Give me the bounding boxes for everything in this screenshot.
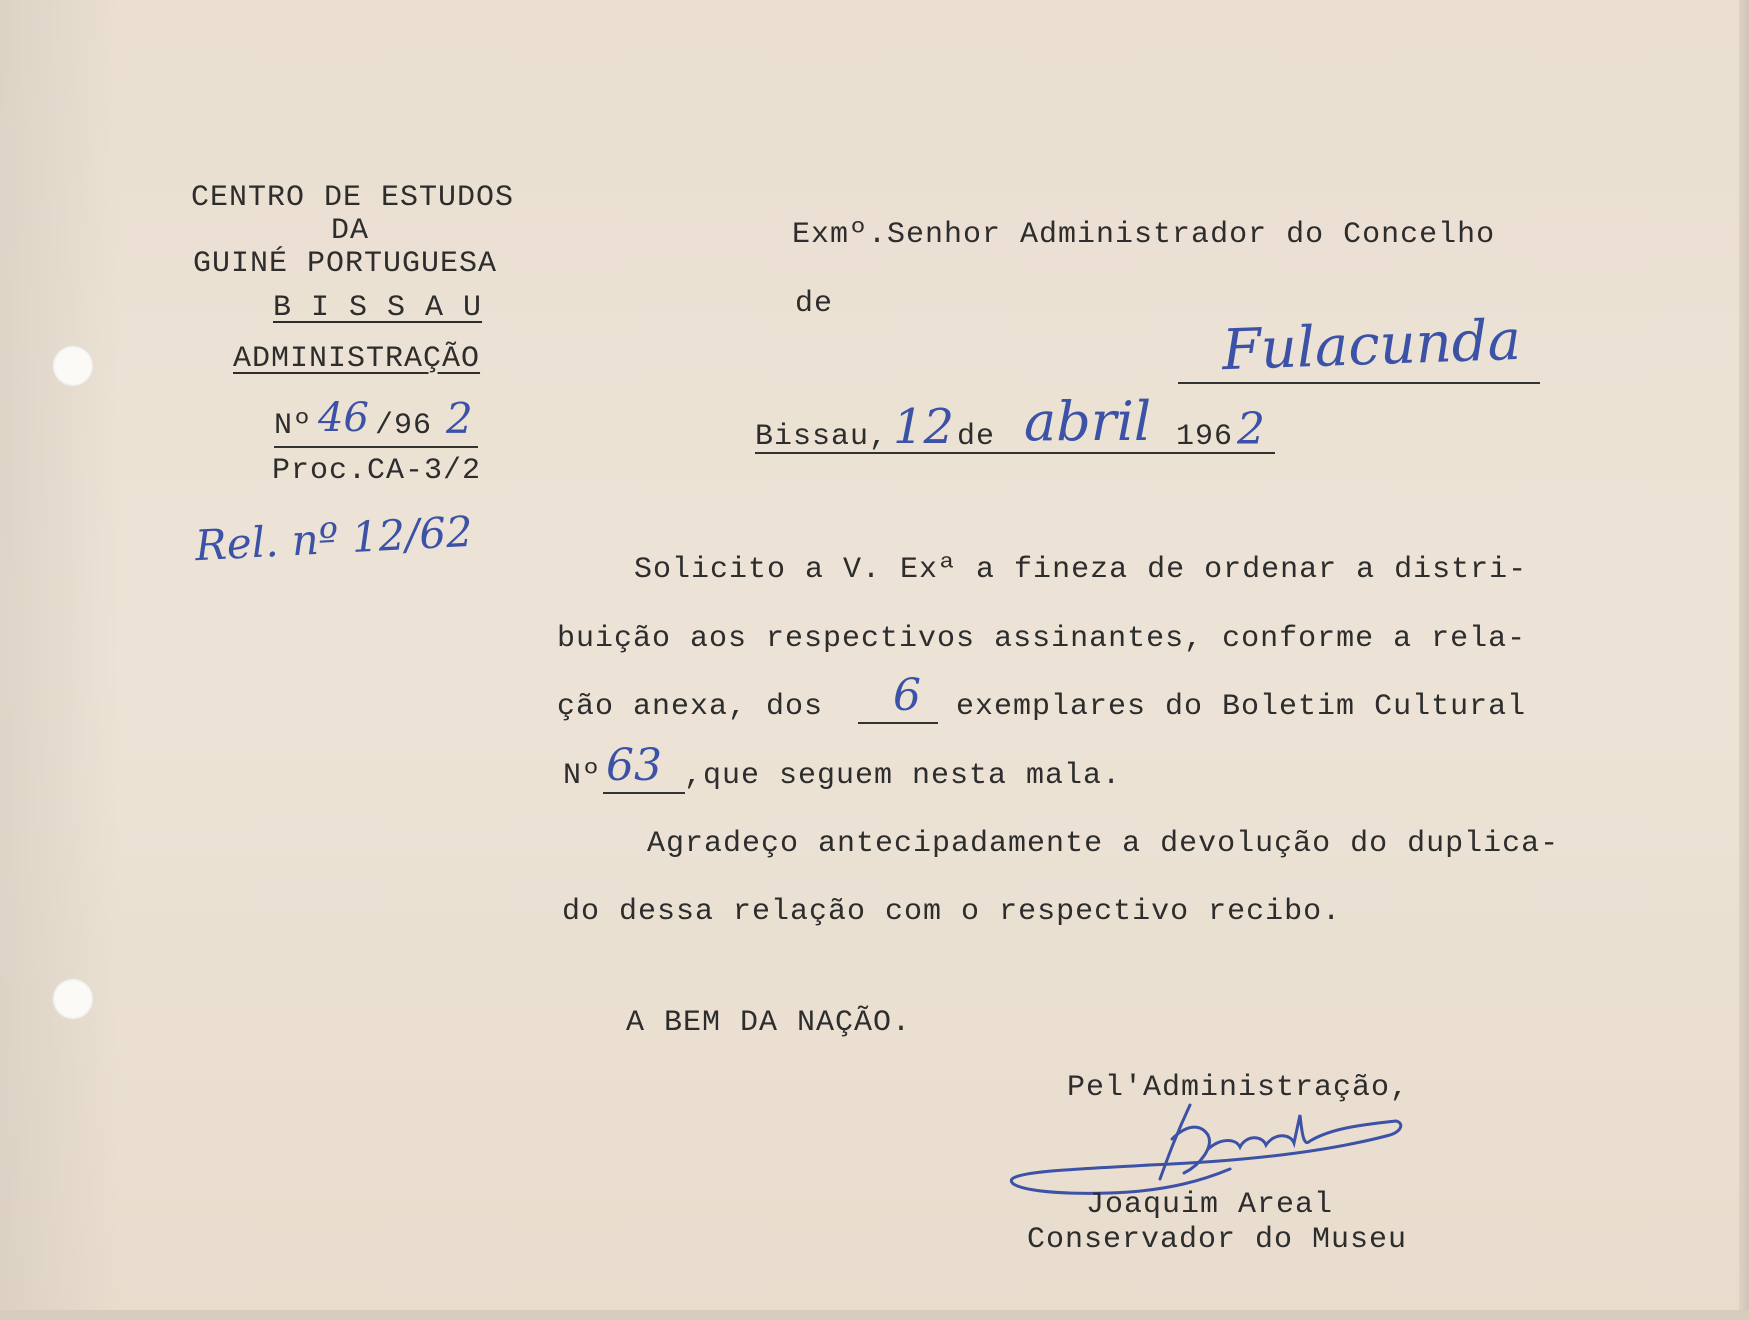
body-p1-line-2: buição aos respectivos assinantes, conforme a rela-	[557, 622, 1527, 656]
body-p2-line-1: Agradeço antecipadamente a devolução do duplica-	[647, 827, 1560, 861]
reference-year-typed: /96	[375, 409, 433, 443]
reference-number-handwritten: 46	[318, 395, 369, 441]
addressee-place-handwritten: Fulacunda	[1220, 307, 1522, 384]
closing-on-behalf: Pel'Administração,	[1067, 1071, 1410, 1105]
paper-shadow-left	[0, 0, 120, 1320]
letterhead-city: B I S S A U	[273, 291, 483, 325]
date-year-typed: 196	[1176, 420, 1234, 454]
body-copies-underline	[858, 722, 938, 724]
paper-edge-bottom	[0, 1310, 1749, 1320]
signatory-name: Joaquim Areal	[1086, 1188, 1334, 1222]
date-day-handwritten: 12	[893, 399, 955, 455]
date-underline	[755, 452, 1275, 454]
body-p1-line-4b: ,que seguem nesta mala.	[684, 759, 1122, 793]
addressee-place-underline	[1178, 382, 1540, 384]
letterhead-line-1: CENTRO DE ESTUDOS	[191, 181, 515, 215]
body-p1-line-3a: ção anexa, dos	[557, 690, 843, 724]
body-p1-line-3b: exemplares do Boletim Cultural	[937, 690, 1527, 724]
reference-underline	[274, 446, 478, 448]
punch-hole-top	[52, 345, 94, 387]
reference-year-handwritten: 2	[446, 394, 473, 443]
body-p1-line-4-prefix: Nº	[563, 759, 602, 793]
punch-hole-bottom	[52, 978, 94, 1020]
signatory-title: Conservador do Museu	[1027, 1223, 1408, 1257]
date-city: Bissau,	[755, 420, 889, 454]
addressee-line-2: de	[795, 287, 834, 321]
paper-edge-right	[1739, 0, 1749, 1320]
body-p1-line-1: Solicito a V. Exª a fineza de ordenar a distri-	[634, 553, 1528, 587]
date-de: de	[957, 420, 996, 454]
relation-note-handwritten: Rel. nº 12/62	[193, 506, 474, 571]
letterhead-department: ADMINISTRAÇÃO	[233, 342, 481, 376]
body-copies-handwritten: 6	[893, 670, 921, 721]
addressee-line-1: Exmº.Senhor Administrador do Concelho	[792, 218, 1496, 252]
process-code: Proc.CA-3/2	[272, 454, 482, 488]
letterhead-line-3: GUINÉ PORTUGUESA	[193, 247, 498, 281]
date-month-handwritten: abril	[1024, 390, 1152, 453]
date-year-handwritten: 2	[1237, 404, 1265, 455]
body-issue-handwritten: 63	[606, 740, 662, 791]
letterhead-line-2: DA	[331, 214, 370, 248]
body-p2-line-2: do dessa relação com o respectivo recibo.	[562, 895, 1342, 929]
reference-prefix: Nº	[274, 409, 313, 443]
closing-salutation: A BEM DA NAÇÃO.	[626, 1006, 912, 1040]
body-issue-underline	[603, 792, 685, 794]
